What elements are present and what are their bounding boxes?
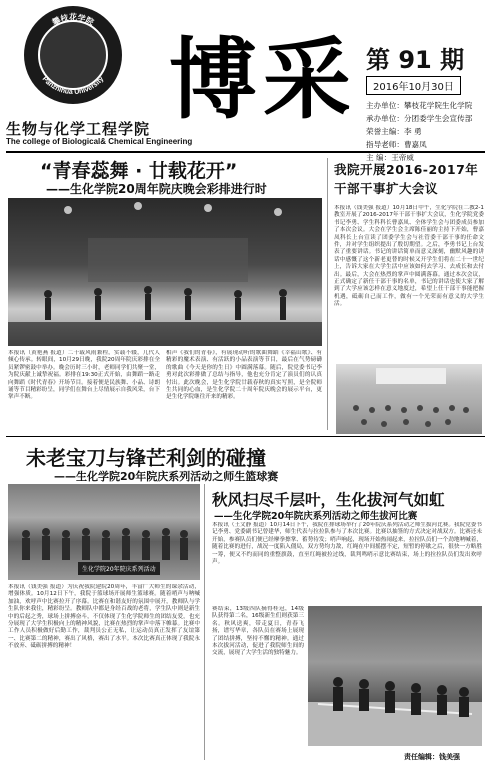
article3-body: 本报讯（钱美强 报道）为庆祝我院建院20周年，丰富广大师生的课余活动，增强体质。10月12日下午，我院于篮球场开展师生篮球赛。随着哨声与呐喊加油，欢呼声中比赛拉开了序幕。比赛在和谐友好的氛围中展开，教师队与学生队你来我往，精彩纷呈。教师队中都是身经百战的老将，学生队中则是新生中的后起之秀，球场上拼搏奋斗，不仅体现了生化学院师生的团结友爱，也充分展现了大学生积极向上的精神风貌，比赛在热烈的掌声中落下帷幕。比赛中工作人员积极做好后勤工作，裁判员公正无私，让运动员真正发挥了友谊第一、比赛第二的精神，赛出了风格，赛出了水平。本次比赛真正体现了我院永不放弃、砥砺拼搏的精神！ (8, 584, 200, 650)
issue-date: 2016年10月30日 (366, 76, 461, 95)
article1-body-col2: 相声《我们的青春》，有展现动听的歌曲舞蹈《幸福山歌》、有精彩的魔术表演、有活跃的小品表演等节目，最后在气势磅礴的歌曲《今天是你的生日》中圆满落幕。随后，院党委书记李勇对此次彩排做了总结与指导，他也充分肯定了演员们的认真付出。此次晚会，是生化学院廿载春秋的真实写照，是全院师生共同的心血，是生化学院二十周年院庆晚会的展示平台，更是生化学院继往开来的精彩。 (166, 350, 322, 401)
masthead-divider (6, 151, 485, 153)
paper-title-calligraphy (168, 10, 358, 140)
article4-title: 秋风扫尽千层叶，生化拔河气如虹 (212, 491, 445, 509)
info-line: 荣誉主编：李 勇 (366, 127, 422, 136)
editor-credit: 责任编辑：钱美强 (404, 753, 460, 761)
info-line: 主 编：王帝威 (366, 153, 414, 162)
column-divider (327, 158, 328, 430)
article1-title: “青春蕊舞 · 廿载花开” (40, 160, 238, 182)
info-line: 承办单位：分团委学生会宣传部 (366, 114, 473, 123)
article1-photo (8, 198, 322, 346)
article4-body-bottom: 赛结束，13级四队摘得桂冠，14级队获得第二名，16级新生们则获第三名。秋风送爽，带走夏日，青春飞扬，谱写华章，各队员在赛场上展现了团结拼搏，坚持不懈的精神。通过本次拔河活动，促进了我院师生间的交流，展现了大学生活的独特魅力。 (212, 606, 304, 657)
column-divider (204, 484, 205, 760)
info-line: 主办单位：攀枝花学院生化学院 (366, 101, 473, 110)
article2-title: 我院开展2016-2017年干部干事扩大会议 (334, 162, 479, 196)
article2-body: 本报讯（钱美强 报道）10月18日中午，生化学院在二教2-1教室开展了2016-2017年干部干事扩大会议，生化学院党委书记李勇、学生科科长曹嘉凤、全体学生会与团委成员参加了本次会议。大会在学生会主席陈佳丽的主持下开始，曹嘉凤科长上台宣读了团委学生会与社管委干部干事的任命文件，并对学生组织提出了殷切期望。之后，李勇书记上台发表了重要讲话。书记的讲话简单而意义深刻，幽默风趣的讲话中感慨了这个新老更替的时候又开学生们将在二十一世纪上，告诉大家在大学生活中应该如何去学习、去成长和去付出。最后，大会在热烈的掌声中圆满落幕。通过本次会议，正式确定了新任干部干事的名单，书记的讲话也使大家了解到了大学应该怎样在意义地度过，希望上任干部干事能把握机遇，砥砺自己而工作，做有一个光荣而有意义的大学生活。 (334, 205, 484, 308)
tug-of-war-photo (308, 606, 482, 746)
stage-lights (8, 198, 322, 346)
article2-photo (336, 364, 482, 434)
department-name-en: The college of Biological& Chemical Engineering (6, 137, 193, 146)
article3-title: 未老宝刀与锋芒利剑的碰撞 (26, 446, 266, 470)
publication-info (366, 99, 484, 164)
article1-subtitle: ——生化学院20周年院庆晚会彩排进行时 (46, 182, 267, 196)
issue-box (366, 40, 478, 95)
meeting-hall (336, 364, 482, 434)
article4-subtitle: ——生化学院20年院庆系列活动之师生拔河比赛 (214, 511, 418, 522)
article4-body-top: 本报讯（王文静 报道）10月14日下午，我院在排球场举行了20年院庆系列活动之师生拔河比赛。我院党委书记李勇、党委副书记曾建华，师生代表与拉拉队参与了本次比赛。比赛以抽签的方式决定对战双方。比赛还未开始，参赛队员们便已经摩拳擦掌、蓄势待发；哨声响起，现场开始热闹起来，拉拉队员们一个劲地呐喊着，随着比赛的进行，战况一度陷入僵局，双方势均力敌，红绳在中间摇摆不定，短暂的停歇之后，很快一方略胜一筹，便又不约而同的重整旗鼓，直至红绳被拉过线，裁判鸣哨示意比赛结束，场上的拉拉队员们发出欢呼声。 (212, 522, 482, 566)
article3-photo (8, 484, 200, 580)
logo-university-en: Panzhihua University (40, 75, 106, 97)
article3-subtitle: ——生化学院20年院庆系列活动之师生篮球赛 (54, 470, 279, 483)
logo-ring-text (24, 6, 122, 104)
article4-photo (308, 606, 482, 746)
section-divider (6, 436, 485, 437)
paper-title: 博采 (168, 27, 358, 131)
issue-number: 第 91 期 (366, 46, 465, 74)
svg-text:Panzhihua University (41, 76, 106, 96)
logo-university-cn: 攀枝花学院 (50, 13, 96, 28)
article1-body-col1: 本报讯（黄艳燕 报道）二十载风雨兼程，实载不辍，几代人倾心传承。转眼间，10月29日晚，我院20周年院庆彩排在全员紧锣密鼓中举办。晚会历时三小时，老师同学们共聚一堂，为院庆献上诚挚祝福。彩排在19:30正式开始，由舞蹈一路走向舞蹈《时代青春》开场节目。接着便是民族舞、小品、诗朗诵等节目精彩纷呈，同学们在舞台上尽情展示自我风采，台下掌声不断。 (8, 350, 160, 401)
svg-text:攀枝花学院 (50, 12, 96, 28)
info-line: 指导老师：曹嘉凤 (366, 140, 427, 149)
department-name-cn: 生物与化学工程学院 (6, 120, 151, 138)
photo-banner: 生化学院20年院庆系列活动 (78, 562, 160, 575)
